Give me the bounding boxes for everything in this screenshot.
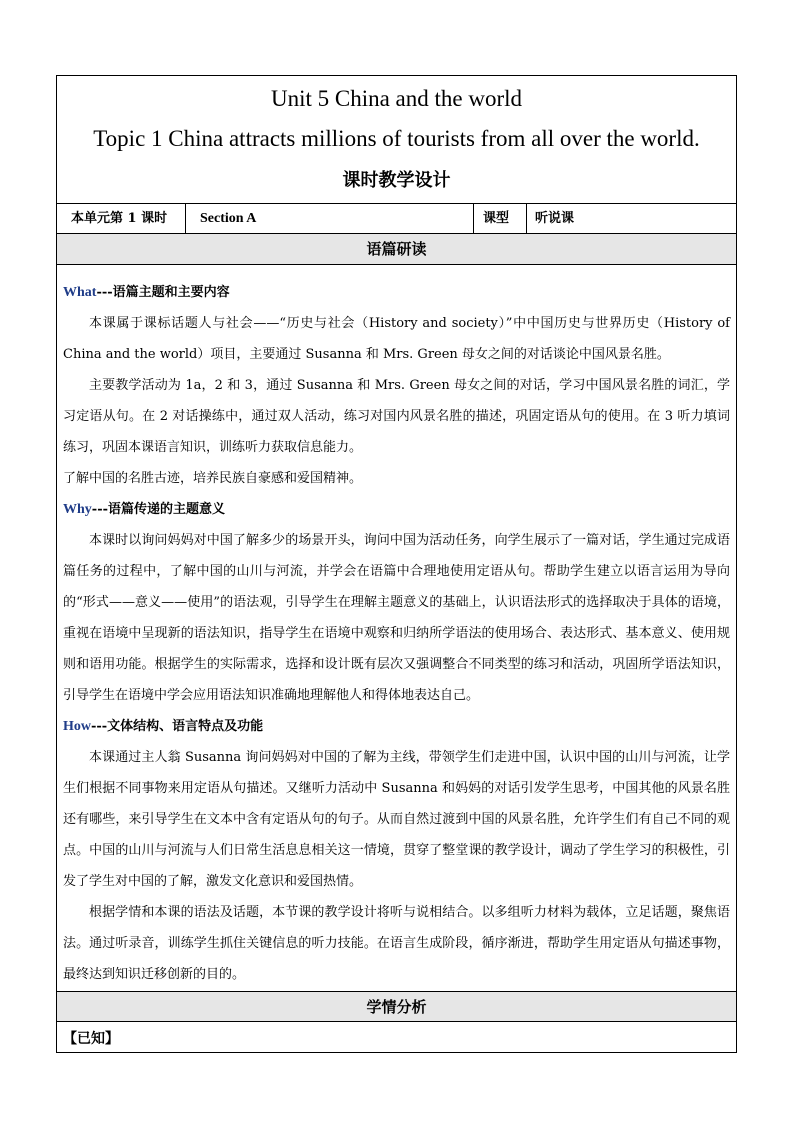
lesson-info-row <box>57 203 736 234</box>
title-block <box>57 76 736 203</box>
what-paragraph-2: 主要教学活动为 1a，2 和 3，通过 Susanna 和 Mrs. Green 母女之间的对话，学习中国风景名胜的词汇，学习定语从句。在 2 对话操练中，通过双人活动，练习对国内风景名胜的描述，巩固定语从句的使用。在 3 听力填词练习，巩固本课语言知识，训练听力获取信息能力。 <box>63 378 730 455</box>
topic-title: Topic 1 China attracts millions of tourists from all over the world. <box>93 126 700 151</box>
learner-analysis-header: 学情分析 <box>57 991 736 1022</box>
text-study-content <box>63 277 730 990</box>
unit-title: Unit 5 China and the world <box>270 86 523 111</box>
why-label: ---语篇传递的主题意义 <box>91 502 225 517</box>
why-key: Why <box>63 502 92 517</box>
lesson-type-value: 听说课 <box>535 211 575 226</box>
how-key: How <box>63 719 91 734</box>
what-paragraph-3: 了解中国的名胜古迹，培养民族自豪感和爱国精神。 <box>63 471 363 486</box>
what-key: What <box>63 285 97 300</box>
design-title: 课时教学设计 <box>342 170 451 191</box>
section-name: Section A <box>200 211 257 226</box>
how-paragraph-1: 本课通过主人翁 Susanna 询问妈妈对中国的了解为主线，带领学生们走进中国，认识中国的山川与河流，让学生们根据不同事物来用定语从句描述。又继听力活动中 Susanna 和妈妈的对话引发学生思考，中国其他的风景名胜还有哪些，来引导学生在文本中含有定语从句的句子。从而自然过渡到中国的风景名胜，允许学生们有自己不同的观点。中国的山川与河流与人们日常生活息息相关这一情境，贯穿了整堂课的教学设计，调动了学生学习的积极性，引发了学生对中国的了解，激发文化意识和爱国热情。 <box>63 750 730 889</box>
how-paragraph-2: 根据学情和本课的语法及话题，本节课的教学设计将听与说相结合。以多组听力材料为载体，立足话题，聚焦语法。通过听录音，训练学生抓住关键信息的听力技能。在语言生成阶段，循序渐进，帮助学生用定语从句描述事物，最终达到知识迁移创新的目的。 <box>63 905 730 982</box>
text-study-header: 语篇研读 <box>57 234 736 265</box>
how-heading <box>63 711 730 742</box>
what-label: ---语篇主题和主要内容 <box>96 285 230 300</box>
known-label: 【已知】 <box>63 1031 119 1047</box>
lesson-plan-table <box>56 75 737 1053</box>
lesson-number: 本单元第 1 课时 <box>71 211 168 226</box>
lesson-type-label: 课型 <box>483 211 510 226</box>
what-heading <box>63 277 730 308</box>
divider <box>473 204 474 233</box>
why-paragraph-1: 本课时以询问妈妈对中国了解多少的场景开头，询问中国为活动任务，向学生展示了一篇对话，学生通过完成语篇任务的过程中，了解中国的山川与河流，并学会在语篇中合理地使用定语从句。帮助学生建立以语言运用为导向的“形式——意义——使用”的语法观，引导学生在理解主题意义的基础上，认识语法形式的选择取决于具体的语境，重视在语境中呈现新的语法知识，指导学生在语境中观察和归纳所学语法的使用场合、表达形式、基本意义、使用规则和语用功能。根据学生的实际需求，选择和设计既有层次又强调整合不同类型的练习和活动，巩固所学语法知识，引导学生在语境中学会应用语法知识准确地理解他人和得体地表达自己。 <box>63 533 730 703</box>
divider <box>185 204 186 233</box>
divider <box>526 204 527 233</box>
why-heading <box>63 494 730 525</box>
how-label: ---文体结构、语言特点及功能 <box>91 719 264 734</box>
what-paragraph-1: 本课属于课标话题人与社会——“历史与社会（History and society）”中中国历史与世界历史（History of China and the world）项目，主要通过 Susanna 和 Mrs. Green 母女之间的对话谈论中国风景名胜。 <box>63 316 730 362</box>
